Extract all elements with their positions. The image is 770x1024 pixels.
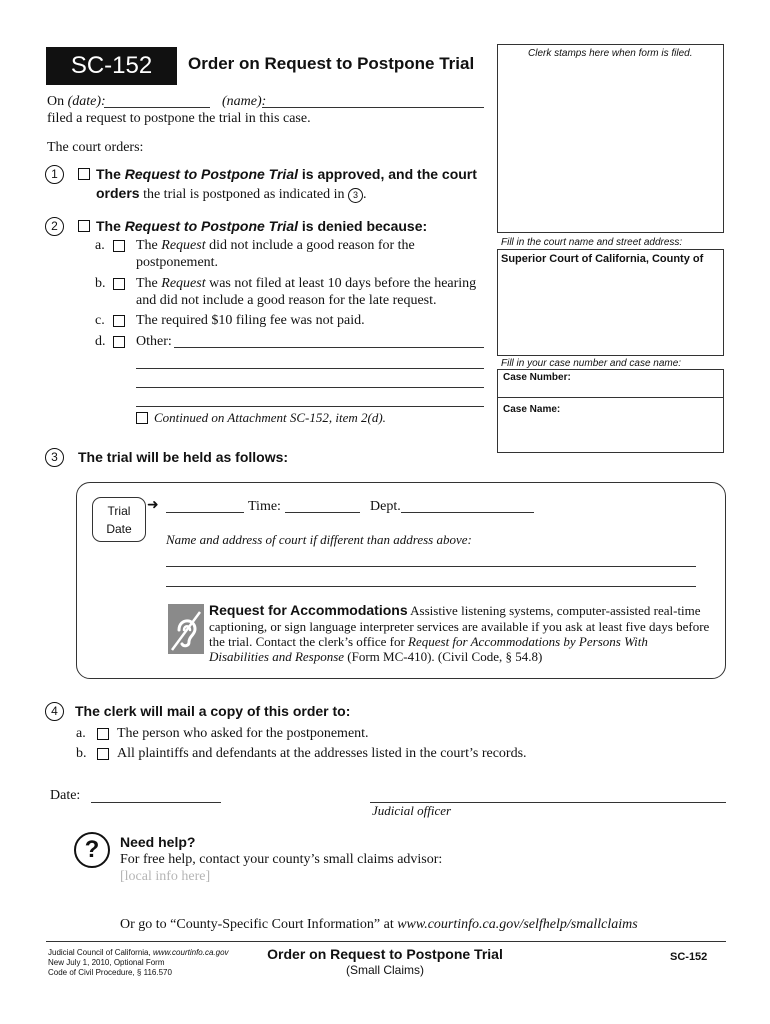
intro-date-field[interactable] <box>104 107 210 108</box>
court-orders-text: The court orders: <box>47 140 144 155</box>
item-2d-other-line-2[interactable] <box>136 368 484 369</box>
item-2c-checkbox[interactable] <box>113 315 125 327</box>
item-2c-text: The required $10 filing fee was not paid. <box>136 313 365 328</box>
item-2b-checkbox[interactable] <box>113 278 125 290</box>
self-help-link[interactable]: www.courtinfo.ca.gov/selfhelp/smallclaims <box>397 917 638 932</box>
trial-date-badge: Trial Date <box>92 497 146 542</box>
intro-filed-text: filed a request to postpone the trial in this case. <box>47 111 311 126</box>
court-address-label: Name and address of court if different than address above: <box>166 532 472 547</box>
case-hint: Fill in your case number and case name: <box>501 358 682 369</box>
item-2b-line1: The Request was not filed at least 10 days before the hearing <box>136 276 477 291</box>
arrow-icon: ➜ <box>147 496 159 512</box>
local-info-placeholder: [local info here] <box>120 869 211 884</box>
item-4a-text: The person who asked for the postponement. <box>117 726 369 741</box>
continued-text: Continued on Attachment SC-152, item 2(d). <box>154 410 386 425</box>
item-4b-letter: b. <box>76 746 87 761</box>
item-2a-checkbox[interactable] <box>113 240 125 252</box>
on-label: On <box>47 94 65 109</box>
footer-divider <box>46 941 726 942</box>
page-title: Order on Request to Postpone Trial <box>188 54 475 73</box>
trial-dept-field[interactable] <box>401 512 534 513</box>
hearing-accessibility-icon <box>168 604 204 654</box>
court-hint: Fill in the court name and street address: <box>501 237 683 248</box>
item-2d-other-line-4[interactable] <box>136 406 484 407</box>
court-address-line-1[interactable] <box>166 566 696 567</box>
footer-subtitle: (Small Claims) <box>346 963 424 977</box>
form-code: SC-152 <box>70 52 153 79</box>
item-2-checkbox[interactable] <box>78 220 90 232</box>
item-4-heading: The clerk will mail a copy of this order to: <box>75 703 351 719</box>
footer-form-code: SC-152 <box>670 951 708 963</box>
item-4a-checkbox[interactable] <box>97 728 109 740</box>
accommodations-title: Request for Accommodations <box>209 602 408 618</box>
item-2d-label: Other: <box>136 334 172 349</box>
signature-date-field[interactable] <box>91 802 221 803</box>
accommodations-line2: captioning, or sign language interpreter services are available if you ask at least five days before <box>209 619 710 634</box>
item-1-number: 1 <box>45 165 64 184</box>
form-code-badge <box>46 47 177 85</box>
item-1-ref-number: 3 <box>348 188 363 203</box>
judicial-officer-label: Judicial officer <box>372 803 452 818</box>
time-label: Time: <box>248 499 281 514</box>
footer-line-2: New July 1, 2010, Optional Form <box>48 958 165 967</box>
dept-label: Dept. <box>370 499 401 514</box>
item-3-heading: The trial will be held as follows: <box>78 449 289 465</box>
accommodations-line3: the trial. Contact the clerk’s office for Request for Accommodations by Persons With <box>209 634 648 649</box>
item-1-line2: orders the trial is postponed as indicated in 3 . <box>96 185 367 202</box>
intro-on-line <box>47 94 106 110</box>
case-divider <box>498 397 723 398</box>
footer-line-1: Judicial Council of California, www.courtinfo.ca.gov <box>48 948 229 957</box>
court-name-label: Superior Court of California, County of <box>501 253 704 265</box>
court-name-box[interactable] <box>497 249 724 356</box>
case-name-label: Case Name: <box>503 404 561 415</box>
accommodations-line1: Request for Accommodations Assistive listening systems, computer-assisted real-time <box>209 602 701 618</box>
accommodations-line4: Disabilities and Response (Form MC-410). (Civil Code, § 54.8) <box>209 649 543 664</box>
item-2d-checkbox[interactable] <box>113 336 125 348</box>
footer-info <box>48 948 229 978</box>
item-2-heading: The Request to Postpone Trial is denied because: <box>96 218 428 234</box>
clerk-stamp-note: Clerk stamps here when form is filed. <box>528 48 693 59</box>
item-4a-letter: a. <box>76 726 86 741</box>
item-2b-letter: b. <box>95 276 106 291</box>
clerk-stamp-box <box>497 44 724 233</box>
date-label: Date: <box>50 788 81 803</box>
name-label: (name): <box>222 94 267 109</box>
item-3-number: 3 <box>45 448 64 467</box>
item-2d-other-line-1[interactable] <box>174 347 484 348</box>
help-icon: ? <box>74 832 110 868</box>
trial-date-field[interactable] <box>166 512 244 513</box>
continued-checkbox[interactable] <box>136 412 148 424</box>
item-2b-line2: and did not include a good reason for the late request. <box>136 293 437 308</box>
case-number-label: Case Number: <box>503 372 571 383</box>
item-1-checkbox[interactable] <box>78 168 90 180</box>
footer-title: Order on Request to Postpone Trial <box>267 946 503 962</box>
trial-time-field[interactable] <box>285 512 360 513</box>
item-2-number: 2 <box>45 217 64 236</box>
date-label: (date): <box>67 94 106 109</box>
item-4-number: 4 <box>45 702 64 721</box>
item-1-line1: The Request to Postpone Trial is approved, and the court <box>96 166 477 182</box>
court-address-line-2[interactable] <box>166 586 696 587</box>
item-2a-line1: The Request did not include a good reason for the <box>136 238 415 253</box>
intro-name-field[interactable] <box>262 107 484 108</box>
item-2a-line2: postponement. <box>136 255 219 270</box>
help-title: Need help? <box>120 834 196 850</box>
item-2c-letter: c. <box>95 313 105 328</box>
item-4b-text: All plaintiffs and defendants at the addresses listed in the court’s records. <box>117 746 527 761</box>
item-4b-checkbox[interactable] <box>97 748 109 760</box>
help-text: For free help, contact your county’s small claims advisor: <box>120 852 443 867</box>
footer-line-3: Code of Civil Procedure, § 116.570 <box>48 968 172 977</box>
item-2a-letter: a. <box>95 238 105 253</box>
item-2d-letter: d. <box>95 334 106 349</box>
county-info-line: Or go to “County-Specific Court Information” at www.courtinfo.ca.gov/selfhelp/smallclaims <box>120 917 638 932</box>
item-2d-other-line-3[interactable] <box>136 387 484 388</box>
